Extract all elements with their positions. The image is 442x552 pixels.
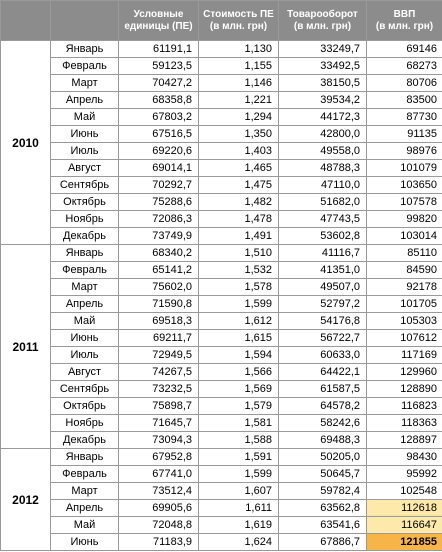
turnover-cell: 48788,3 <box>279 160 367 177</box>
cost-cell: 1,624 <box>199 534 279 551</box>
header-turnover <box>279 1 367 41</box>
header-year-blank <box>1 1 51 41</box>
cost-cell: 1,619 <box>199 517 279 534</box>
gdp-cell: 116647 <box>367 517 442 534</box>
table-row <box>1 432 442 449</box>
units-cell: 67516,5 <box>119 126 199 143</box>
gdp-cell: 83500 <box>367 92 442 109</box>
gdp-cell: 85110 <box>367 245 442 262</box>
cost-cell: 1,403 <box>199 143 279 160</box>
units-cell: 75288,6 <box>119 194 199 211</box>
cost-cell: 1,569 <box>199 381 279 398</box>
table-row <box>1 211 442 228</box>
month-cell: Февраль <box>51 466 119 483</box>
turnover-cell: 52797,2 <box>279 296 367 313</box>
month-cell: Май <box>51 109 119 126</box>
month-cell: Июнь <box>51 534 119 551</box>
gdp-cell: 107612 <box>367 330 442 347</box>
units-cell: 71590,8 <box>119 296 199 313</box>
turnover-cell: 64422,1 <box>279 364 367 381</box>
month-cell: Июль <box>51 347 119 364</box>
turnover-cell: 64578,2 <box>279 398 367 415</box>
month-cell: Декабрь <box>51 228 119 245</box>
table-row <box>1 483 442 500</box>
table-header <box>1 1 442 41</box>
table-row <box>1 466 442 483</box>
gdp-cell: 117169 <box>367 347 442 364</box>
header-cost <box>199 1 279 41</box>
table-row <box>1 415 442 432</box>
month-cell: Январь <box>51 245 119 262</box>
units-cell: 71183,9 <box>119 534 199 551</box>
turnover-cell: 33249,7 <box>279 41 367 58</box>
cost-cell: 1,599 <box>199 466 279 483</box>
year-cell: 2012 <box>1 449 51 551</box>
cost-cell: 1,532 <box>199 262 279 279</box>
header-gdp-line1: ВВП <box>393 8 416 20</box>
turnover-cell: 39534,2 <box>279 92 367 109</box>
cost-cell: 1,578 <box>199 279 279 296</box>
table-row <box>1 279 442 296</box>
turnover-cell: 67886,7 <box>279 534 367 551</box>
turnover-cell: 50645,7 <box>279 466 367 483</box>
turnover-cell: 56722,7 <box>279 330 367 347</box>
turnover-cell: 63541,6 <box>279 517 367 534</box>
month-cell: Май <box>51 517 119 534</box>
header-units-line2: единицы (ПЕ) <box>124 20 193 32</box>
turnover-cell: 47743,5 <box>279 211 367 228</box>
table-row <box>1 92 442 109</box>
gdp-cell: 98976 <box>367 143 442 160</box>
table-row <box>1 160 442 177</box>
turnover-cell: 51682,0 <box>279 194 367 211</box>
month-cell: Январь <box>51 449 119 466</box>
turnover-cell: 61587,5 <box>279 381 367 398</box>
table-row <box>1 262 442 279</box>
header-gdp-line2: (в млн. грн) <box>375 20 434 32</box>
cost-cell: 1,130 <box>199 41 279 58</box>
turnover-cell: 58242,6 <box>279 415 367 432</box>
cost-cell: 1,588 <box>199 432 279 449</box>
month-cell: Апрель <box>51 500 119 517</box>
gdp-cell: 92178 <box>367 279 442 296</box>
table-row <box>1 449 442 466</box>
month-cell: Апрель <box>51 92 119 109</box>
month-cell: Октябрь <box>51 194 119 211</box>
units-cell: 73094,3 <box>119 432 199 449</box>
table-row <box>1 398 442 415</box>
gdp-cell: 121855 <box>367 534 442 551</box>
month-cell: Май <box>51 313 119 330</box>
header-month-blank <box>51 1 119 41</box>
cost-cell: 1,591 <box>199 449 279 466</box>
table-row <box>1 296 442 313</box>
gdp-cell: 68273 <box>367 58 442 75</box>
table-row <box>1 517 442 534</box>
units-cell: 73232,5 <box>119 381 199 398</box>
units-cell: 69220,6 <box>119 143 199 160</box>
turnover-cell: 53602,8 <box>279 228 367 245</box>
units-cell: 72048,8 <box>119 517 199 534</box>
cost-cell: 1,510 <box>199 245 279 262</box>
turnover-cell: 47110,0 <box>279 177 367 194</box>
cost-cell: 1,146 <box>199 75 279 92</box>
gdp-cell: 99820 <box>367 211 442 228</box>
gdp-cell: 128897 <box>367 432 442 449</box>
units-cell: 68340,2 <box>119 245 199 262</box>
table-row <box>1 41 442 58</box>
turnover-cell: 63562,8 <box>279 500 367 517</box>
gdp-cell: 84590 <box>367 262 442 279</box>
units-cell: 67741,0 <box>119 466 199 483</box>
table-row <box>1 58 442 75</box>
month-cell: Июнь <box>51 330 119 347</box>
turnover-cell: 33492,5 <box>279 58 367 75</box>
header-cost-line1: Стоимость ПЕ <box>203 8 274 20</box>
month-cell: Декабрь <box>51 432 119 449</box>
units-cell: 69905,6 <box>119 500 199 517</box>
gdp-cell: 87730 <box>367 109 442 126</box>
cost-cell: 1,482 <box>199 194 279 211</box>
table-row <box>1 143 442 160</box>
units-cell: 74267,5 <box>119 364 199 381</box>
units-cell: 75898,7 <box>119 398 199 415</box>
cost-cell: 1,611 <box>199 500 279 517</box>
month-cell: Июнь <box>51 126 119 143</box>
units-cell: 73749,9 <box>119 228 199 245</box>
cost-cell: 1,294 <box>199 109 279 126</box>
table-row <box>1 347 442 364</box>
turnover-cell: 69488,3 <box>279 432 367 449</box>
turnover-cell: 49507,0 <box>279 279 367 296</box>
header-turnover-line2: (в млн. грн) <box>293 20 352 32</box>
gdp-cell: 69146 <box>367 41 442 58</box>
units-cell: 73512,4 <box>119 483 199 500</box>
gdp-cell: 91135 <box>367 126 442 143</box>
turnover-cell: 50205,0 <box>279 449 367 466</box>
month-cell: Март <box>51 483 119 500</box>
table-row <box>1 381 442 398</box>
units-cell: 70292,7 <box>119 177 199 194</box>
cost-cell: 1,475 <box>199 177 279 194</box>
year-cell: 2010 <box>1 41 51 245</box>
gdp-cell: 95992 <box>367 466 442 483</box>
month-cell: Март <box>51 279 119 296</box>
month-cell: Март <box>51 75 119 92</box>
table-row <box>1 228 442 245</box>
table-row <box>1 194 442 211</box>
gdp-cell: 112618 <box>367 500 442 517</box>
units-cell: 69014,1 <box>119 160 199 177</box>
table-row <box>1 75 442 92</box>
turnover-cell: 54176,8 <box>279 313 367 330</box>
table-row <box>1 177 442 194</box>
units-cell: 71645,7 <box>119 415 199 432</box>
cost-cell: 1,612 <box>199 313 279 330</box>
gdp-cell: 80706 <box>367 75 442 92</box>
gdp-cell: 105303 <box>367 313 442 330</box>
gdp-cell: 103650 <box>367 177 442 194</box>
cost-cell: 1,579 <box>199 398 279 415</box>
table-row <box>1 534 442 551</box>
units-cell: 61191,1 <box>119 41 199 58</box>
turnover-cell: 49558,0 <box>279 143 367 160</box>
gdp-cell: 101079 <box>367 160 442 177</box>
table-body <box>1 41 442 551</box>
table-row <box>1 500 442 517</box>
month-cell: Январь <box>51 41 119 58</box>
units-cell: 65141,2 <box>119 262 199 279</box>
header-gdp <box>367 1 442 41</box>
gdp-cell: 98430 <box>367 449 442 466</box>
header-units-line1: Условные <box>133 8 184 20</box>
month-cell: Февраль <box>51 262 119 279</box>
units-cell: 69211,7 <box>119 330 199 347</box>
gdp-cell: 101705 <box>367 296 442 313</box>
year-cell: 2011 <box>1 245 51 449</box>
month-cell: Ноябрь <box>51 415 119 432</box>
cost-cell: 1,350 <box>199 126 279 143</box>
header-row <box>1 1 442 41</box>
turnover-cell: 38150,5 <box>279 75 367 92</box>
cost-cell: 1,615 <box>199 330 279 347</box>
gdp-cell: 128890 <box>367 381 442 398</box>
units-cell: 72086,3 <box>119 211 199 228</box>
month-cell: Август <box>51 160 119 177</box>
turnover-cell: 41116,7 <box>279 245 367 262</box>
cost-cell: 1,599 <box>199 296 279 313</box>
month-cell: Сентябрь <box>51 177 119 194</box>
table-row <box>1 245 442 262</box>
turnover-cell: 41351,0 <box>279 262 367 279</box>
cost-cell: 1,594 <box>199 347 279 364</box>
month-cell: Февраль <box>51 58 119 75</box>
units-cell: 69518,3 <box>119 313 199 330</box>
header-turnover-line1: Товарооборот <box>287 8 358 20</box>
table-row <box>1 330 442 347</box>
gdp-cell: 102548 <box>367 483 442 500</box>
gdp-cell: 116823 <box>367 398 442 415</box>
month-cell: Июль <box>51 143 119 160</box>
units-cell: 75602,0 <box>119 279 199 296</box>
cost-cell: 1,465 <box>199 160 279 177</box>
gdp-cell: 103014 <box>367 228 442 245</box>
table-row <box>1 126 442 143</box>
cost-cell: 1,221 <box>199 92 279 109</box>
gdp-cell: 107578 <box>367 194 442 211</box>
month-cell: Ноябрь <box>51 211 119 228</box>
gdp-cell: 129960 <box>367 364 442 381</box>
turnover-cell: 44172,3 <box>279 109 367 126</box>
table-row <box>1 364 442 381</box>
cost-cell: 1,581 <box>199 415 279 432</box>
units-cell: 68358,8 <box>119 92 199 109</box>
cost-cell: 1,478 <box>199 211 279 228</box>
month-cell: Сентябрь <box>51 381 119 398</box>
table-row <box>1 109 442 126</box>
turnover-cell: 60633,0 <box>279 347 367 364</box>
cost-cell: 1,491 <box>199 228 279 245</box>
units-cell: 59123,5 <box>119 58 199 75</box>
cost-cell: 1,155 <box>199 58 279 75</box>
month-cell: Август <box>51 364 119 381</box>
units-cell: 67803,2 <box>119 109 199 126</box>
table-row <box>1 313 442 330</box>
units-cell: 72949,5 <box>119 347 199 364</box>
month-cell: Октябрь <box>51 398 119 415</box>
units-cell: 67952,8 <box>119 449 199 466</box>
cost-cell: 1,566 <box>199 364 279 381</box>
units-cell: 70427,2 <box>119 75 199 92</box>
turnover-cell: 59782,4 <box>279 483 367 500</box>
cost-cell: 1,607 <box>199 483 279 500</box>
header-cost-line2: (в млн. грн) <box>209 20 268 32</box>
header-units <box>119 1 199 41</box>
month-cell: Апрель <box>51 296 119 313</box>
gdp-cell: 118363 <box>367 415 442 432</box>
turnover-cell: 42800,0 <box>279 126 367 143</box>
